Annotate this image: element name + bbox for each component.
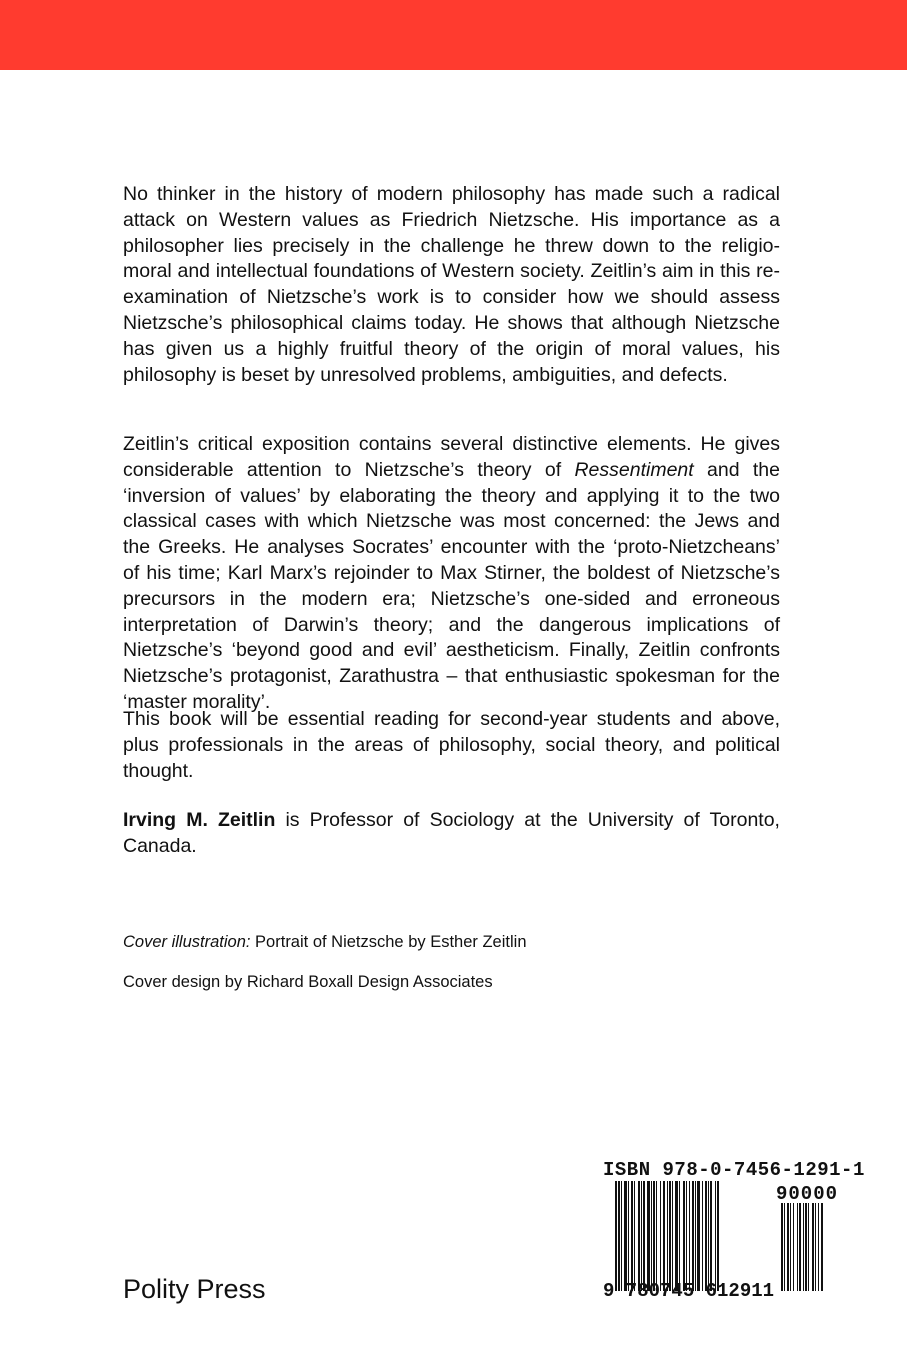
barcode-bar — [692, 1181, 694, 1291]
barcode-bar — [653, 1181, 655, 1291]
price-code: 90000 — [776, 1183, 839, 1205]
barcode-bar — [660, 1181, 661, 1291]
barcode-bar — [675, 1181, 678, 1291]
ean-digits: 9 780745 612911 — [603, 1280, 775, 1302]
barcode-bar — [672, 1181, 673, 1291]
barcode-bar — [787, 1203, 789, 1291]
barcode-bar — [821, 1203, 823, 1291]
cover-illustration-label: Cover illustration: — [123, 933, 251, 951]
blurb-paragraph-2-end: and the ‘inversion of values’ by elaborating the theory and applying it to the two classical cases with which Nietzsche was most concerned: the Jews and the Greeks. He analyses Socrates’ encounter with the ‘proto-Nietzcheans’ of his time; Karl Marx’s rejoinder to Max Stirner, the boldest of Nietzsche’s precursors in the modern era; Nietzsche’s one-sided and erroneous interpretation of Darwin’s theory; and the dangerous implications of Nietzsche’s ‘beyond good and evil’ aestheticism. Finally, Zeitlin confronts Nietzsche’s protagonist, Zarathustra – that enthusiastic spokesman for the ‘master morality’. — [123, 458, 780, 713]
barcode-bar — [615, 1181, 617, 1291]
barcode-bar — [697, 1181, 700, 1291]
barcode-bar — [702, 1181, 703, 1291]
barcode-bar — [667, 1181, 668, 1291]
barcode-bar — [799, 1203, 801, 1291]
barcode-bar — [679, 1181, 680, 1291]
blurb-paragraph-2-start: Zeitlin’s critical exposition contains several distinctive elements. He gives considerable attention to Nietzsche’s theory of — [123, 433, 780, 481]
blurb-paragraph-2 — [123, 432, 780, 716]
barcode-bar — [641, 1181, 642, 1291]
barcode-bar — [710, 1181, 712, 1291]
author-name: Irving M. Zeitlin — [123, 809, 276, 831]
barcode-bar — [634, 1181, 635, 1291]
barcode-bar — [628, 1181, 629, 1291]
barcode-bar — [643, 1181, 645, 1291]
barcode-bar — [790, 1203, 791, 1291]
author-bio-text: is Professor of Sociology at the University of Toronto, Canada. — [123, 809, 780, 857]
barcode-bar — [815, 1203, 816, 1291]
barcode-bar — [717, 1181, 719, 1291]
barcode-bar — [784, 1203, 785, 1291]
barcode-bar — [686, 1181, 687, 1291]
barcode-bar — [695, 1181, 696, 1291]
barcode-bar — [705, 1181, 707, 1291]
top-color-band — [0, 0, 907, 70]
isbn-barcode-block — [603, 1159, 865, 1359]
barcode-bar — [624, 1181, 627, 1291]
cover-illustration-text: Portrait of Nietzsche by Esther Zeitlin — [250, 933, 527, 951]
barcode-bar — [805, 1203, 807, 1291]
barcode-bar — [656, 1181, 657, 1291]
barcode-bar — [669, 1181, 671, 1291]
blurb-paragraph-1: No thinker in the history of modern philosophy has made such a radical attack on Western values as Friedrich Nietzsche. His importance as a philosopher lies precisely in the challenge he threw down to the religio-moral and intellectual foundations of Western society. Zeitlin’s aim in this re-examination of Nietzsche’s work is to consider how we should assess Nietzsche’s philosophical claims today. He shows that although Nietzsche has given us a highly fruitful theory of the origin of moral values, his philosophy is beset by unresolved problems, ambiguities, and defects. — [123, 183, 780, 386]
barcode-bar — [651, 1181, 652, 1291]
barcode-bar — [793, 1203, 794, 1291]
cover-illustration-credit — [123, 931, 527, 953]
barcode-bar — [631, 1181, 633, 1291]
barcode-bar — [618, 1181, 620, 1291]
cover-design-credit: Cover design by Richard Boxall Design Associates — [123, 973, 493, 991]
isbn-label: ISBN 978-0-7456-1291-1 — [603, 1159, 865, 1181]
barcode-bar — [689, 1181, 690, 1291]
ressentiment-term: Ressentiment — [574, 458, 694, 481]
barcode-bar — [781, 1203, 783, 1291]
barcode-bar — [797, 1203, 798, 1291]
barcode-bar — [621, 1181, 622, 1291]
author-bio — [123, 808, 780, 860]
blurb-paragraph-3: This book will be essential reading for second-year students and above, plus professionals in the areas of philosophy, social theory, and political thought. — [123, 708, 780, 782]
barcode-bar — [808, 1203, 809, 1291]
publisher-name: Polity Press — [123, 1274, 266, 1304]
barcode-bar — [818, 1203, 819, 1291]
barcode-bar — [683, 1181, 685, 1291]
barcode-bar — [647, 1181, 650, 1291]
barcode-bar — [663, 1181, 665, 1291]
barcode-bar — [638, 1181, 640, 1291]
barcode-bar — [715, 1181, 716, 1291]
barcode-bar — [803, 1203, 804, 1291]
barcode-bar — [812, 1203, 814, 1291]
barcode-bar — [708, 1181, 709, 1291]
